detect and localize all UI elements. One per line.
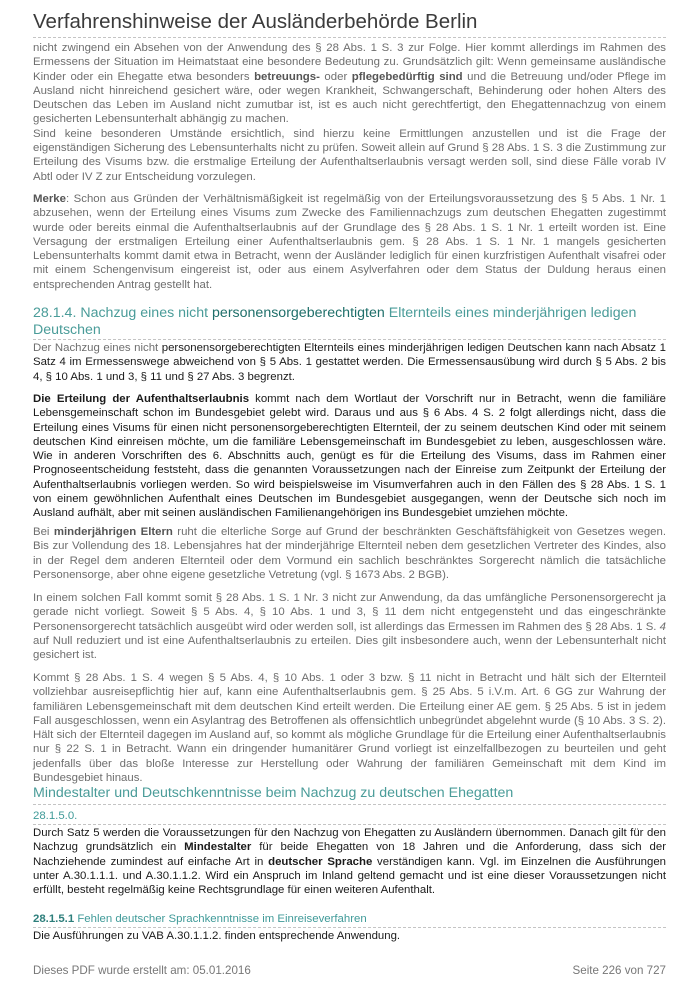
footer-page-number: Seite 226 von 727	[572, 964, 666, 977]
subsection-divider	[33, 927, 666, 928]
paragraph-lebensunterhalt	[33, 41, 666, 184]
paragraph-solcher-fall: In einem solchen Fall kommt somit § 28 Abs. 1 S. 1 Nr. 3 nicht zur Anwendung, da das umfängliche Personensorgerecht ja gerade nicht vorliegt. Soweit § 5 Abs. 4, § 10 Abs. 1 und 3, § 11 dem nicht entgegensteht und das eingeschränkte Personensorgerecht tatsächlich ausgeübt wird oder werden soll, ist allerdings das Ermessen im Rahmen des § 28 Abs. 1 S. 4 auf Null reduziert und ist eine Aufenthaltserlaubnis zu erteilen. Dies gilt insbesondere auch, wenn der Lebensunterhalt nicht gesichert ist.	[33, 592, 666, 662]
footer-created-date: Dieses PDF wurde erstellt am: 05.01.2016	[33, 964, 251, 977]
section-heading-28-1-4: 28.1.4. Nachzug eines nicht personensorgeberechtigten Elternteils eines minderjährigen ledigen Deutschen	[33, 305, 637, 338]
heading-link[interactable]: personensorgeberechtigten	[212, 305, 385, 321]
paragraph-vab: Die Ausführungen zu VAB A.30.1.1.2. finden entsprechende Anwendung.	[33, 930, 401, 942]
erteilung-label: Die Erteilung der Aufenthaltserlaubnis	[33, 393, 250, 405]
paragraph-satz5: Durch Satz 5 werden die Voraussetzungen für den Nachzug von Ehegatten zu Ausländern übernommen. Danach gilt für den Nachzug grundsätzlich ein Mindestalter für beide Ehegatten von 18 Jahren und die Anforderung, dass sich der Nachziehende zumindest auf einfache Art in deutscher Sprache verständigen kann. Vgl. im Einzelnen die Ausführungen unter A.30.1.1.1. und A.30.1.1.2. Wird ein Anspruch im Inland geltend gemacht und ist eine dieser Voraussetzungen nicht erfüllt, besteht regelmäßig keine Rechtsgrundlage für einen weiteren Aufenthalt.	[33, 827, 667, 897]
section-divider	[33, 804, 666, 805]
section-divider	[33, 339, 666, 340]
paragraph-intro: Der Nachzug eines nicht personensorgeberechtigten Elternteils eines minderjährigen ledigen Deutschen kann nach Absatz 1 Satz 4 im Ermessenswege abweichend von § 5 Abs. 1 gestattet werden. Die Ermessensausübung wird durch § 5 Abs. 2 bis 4, § 10 Abs. 1 und 3, § 11 und § 27 Abs. 3 begrenzt.	[33, 342, 666, 383]
merke-label: Merke	[33, 193, 66, 205]
section-heading-mindestalter: Mindestalter und Deutschkenntnisse beim Nachzug zu deutschen Ehegatten	[33, 785, 514, 801]
page-title: Verfahrenshinweise der Ausländerbehörde Berlin	[33, 10, 478, 33]
paragraph-text: Sind keine besonderen Umstände ersichtlich, sind hierzu keine Ermittlungen anzustellen und ist die Frage der eigenständigen Sicherung des Lebensunterhalts nicht zu prüfen. Soweit allein auf Grund § 28 Abs. 1 S. 3 die Zustimmung zur Erteilung des Visums bzw. die erstmalige Erteilung der Aufenthaltserlaubnis versagt werden soll, sind diese Fälle vorab IV Abtl oder IV Z zur Entscheidung vorzulegen.	[33, 127, 666, 183]
subsection-28-1-5-1: 28.1.5.1 Fehlen deutscher Sprachkenntnisse im Einreiseverfahren	[33, 913, 367, 925]
title-divider	[33, 37, 666, 38]
paragraph-merke: Merke: Schon aus Gründen der Verhältnismäßigkeit ist regelmäßig von der Erteilungsvoraussetzung des § 5 Abs. 1 Nr. 1 abzusehen, wenn der Erteilung eines Visums zum Zwecke des Familiennachzugs zum deutschen Ehegatten zugestimmt wurde oder bereits einmal die Aufenthaltserlaubnis auf der Grundlage des § 28 Abs. 1 S. 1 Nr. 1 erteilt worden ist. Eine Versagung der erstmaligen Erteilung einer Aufenthaltserlaubnis gem. § 28 Abs. 1 S. 1 Nr. 1 mangels gesicherten Lebensunterhalts kommt damit etwa in Betracht, wenn der Ausländer lediglich für einen kurzfristigen Aufenthalt visafrei oder mit einem Schengenvisum eingereist ist, oder aus einem Asylverfahren oder dem Status der Duldung heraus einen entsprechenden Antrag gestellt hat.	[33, 193, 666, 291]
subsection-28-1-5-0: 28.1.5.0.	[33, 810, 78, 822]
paragraph-kommt: Kommt § 28 Abs. 1 S. 4 wegen § 5 Abs. 4, § 10 Abs. 1 oder 3 bzw. § 11 nicht in Betracht und hält sich der Elternteil vollziehbar ausreisepflichtig hier auf, kann eine Aufenthaltserlaubnis gem. § 25 Abs. 5 i.V.m. Art. 6 GG zur Wahrung der familiären Lebensgemeinschaft mit dem deutschen Kind erteilt werden. Die Erteilung einer AE gem. § 25 Abs. 5 ist in jedem Fall ausgeschlossen, wenn ein Asylantrag des Betroffenen als offensichtlich unbegründet abgelehnt wurde (§ 10 Abs. 3 S. 2). Hält sich der Elternteil dagegen im Ausland auf, so kommt als mögliche Grundlage für die Erteilung einer Aufenthaltserlaubnis nur § 22 S. 1 in Betracht. Wann ein dringender humanitärer Grund vorliegt ist einzelfallbezogen zu beurteilen und geht jedenfalls über das bloße Interesse zur Herstellung oder Wahrung der familiären Gemeinschaft mit dem Kind im Bundesgebiet hinaus.	[33, 672, 666, 785]
paragraph-minderjaehrige: Bei minderjährigen Eltern ruht die elterliche Sorge auf Grund der beschränkten Geschäftsfähigkeit von Gesetzes wegen. Bis zur Vollendung des 18. Lebensjahres hat der minderjährige Elternteil neben dem gesetzlichen Vertreter des Kindes, also in der Regel dem anderen Elternteil oder dem Vormund ein sachlich beschränktes Sorgerecht nämlich die tatsächliche Personensorge, aber ohne eigene gesetzliche Vetretung (vgl. § 1673 Abs. 2 BGB).	[33, 526, 666, 581]
subsection-divider	[33, 824, 666, 825]
subsection-number: 28.1.5.1	[33, 913, 75, 925]
paragraph-text: nicht zwingend ein Absehen von der Anwendung des § 28 Abs. 1 S. 3 zur Folge. Hier kommt allerdings im Rahmen des Ermessens der Situation im Heimatstaat eine besondere Bedeutung zu. Grundsätzlich gilt: Wenn gemeinsame ausländische Kinder oder ein Ehegatte etwa besonders betreuungs- oder pflegebedürftig sind und die Betreuung und/oder Pflege im Ausland nicht hinreichend gesichert wäre, oder wegen Krankheit, Schwangerschaft, Behinderung oder hohen Alters des Deutschen das Leben im Ausland nicht zumutbar ist, ist es auch nicht gerechtfertigt, den Ehegattennachzug von einem gesicherten Lebensunterhalt abhängig zu machen.	[33, 42, 666, 126]
paragraph-erteilung: Die Erteilung der Aufenthaltserlaubnis kommt nach dem Wortlaut der Vorschrift nur in Betracht, wenn die familiäre Lebensgemeinschaft schon im Bundesgebiet gelebt wird. Daraus und aus § 6 Abs. 4 S. 2 folgt allerdings nicht, dass die Erteilung eines Visums für einen nicht personensorgeberechtigten Elternteil, der zu seinem deutschen Kind oder mit seinem deutschen Kind einreisen möchte, um die familiäre Lebensgemeinschaft im Bundesgebiet zu leben, ausgeschlossen wäre. Wie in anderen Vorschriften des 6. Abschnitts auch, genügt es für die Erteilung des Visums, dass im Rahmen einer Prognoseentscheidung feststeht, dass die genannten Voraussetzungen nach der Einreise zum Zeitpunkt der Erteilung der Aufenthaltserlaubnis vorliegen werden. So wird beispielsweise im Visumverfahren auch in den Fällen des § 28 Abs. 1 S. 1 von einem gewöhnlichen Aufenthalt eines Deutschen im Bundesgebiet ausgegangen, wenn der Deutsche sich noch im Ausland aufhält, aber mit seinen ausländischen Familienangehörigen ins Bundesgebiet umziehen möchte.	[33, 393, 666, 520]
